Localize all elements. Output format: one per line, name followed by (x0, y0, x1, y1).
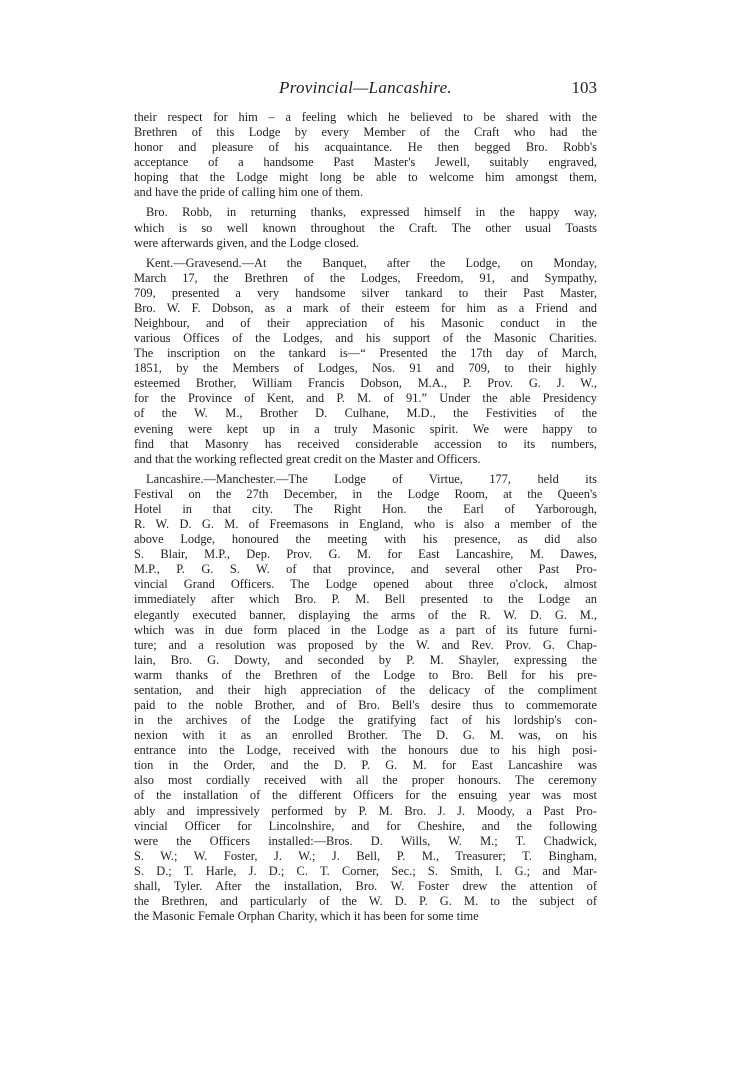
text-line: ture; and a resolution was proposed by the W. and Rev. Prov. G. Chap- (134, 637, 597, 652)
text-line: above Lodge, honoured the meeting with his presence, as did also (134, 532, 597, 547)
text-line: The inscription on the tankard is—“ Presented the 17th day of March, (134, 346, 597, 361)
text-line: 709, presented a very handsome silver tankard to their Past Master, (134, 285, 597, 300)
text-line: Hotel in that city. The Right Hon. the Earl of Yarborough, (134, 501, 597, 516)
text-line: find that Masonry has received considerable accession to its numbers, (134, 436, 597, 451)
paragraph (134, 205, 597, 250)
text-line: lain, Bro. G. Dowty, and seconded by P. M. Shayler, expressing the (134, 652, 597, 667)
text-line: for the Province of Kent, and P. M. of 91.” Under the able Presidency (134, 391, 597, 406)
text-line: vincial Grand Officers. The Lodge opened about three o'clock, almost (134, 577, 597, 592)
text-line: also most cordially received with all the proper honours. The ceremony (134, 773, 597, 788)
paragraph (134, 110, 597, 200)
page-header (134, 78, 597, 104)
text-line: nexion with it as an enrolled Brother. The D. G. M. was, on his (134, 728, 597, 743)
text-line: of the installation of the different Officers for the ensuing year was most (134, 788, 597, 803)
text-line: evening were kept up in a truly Masonic spirit. We were happy to (134, 421, 597, 436)
text-line: and have the pride of calling him one of them. (134, 185, 364, 200)
text-line: in the archives of the Lodge the gratifying fact of his lordship's con- (134, 713, 597, 728)
running-title: Provincial—Lancashire. (279, 78, 452, 97)
text-line: which is so well known throughout the Craft. The other usual Toasts (134, 220, 597, 235)
text-line: which was in due form placed in the Lodge as a part of its future furni- (134, 622, 597, 637)
text-line: paid to the noble Brother, and of Bro. Bell's desire thus to commemorate (134, 697, 597, 712)
text-line: the Masonic Female Orphan Charity, which it has been for some time (134, 909, 479, 924)
text-line: immediately after which Bro. P. M. Bell presented to the Lodge an (134, 592, 597, 607)
text-line: were the Officers installed:—Bros. D. Wills, W. M.; T. Chadwick, (134, 833, 597, 848)
text-line: Kent.—Gravesend.—At the Banquet, after the Lodge, on Monday, (146, 255, 597, 270)
text-line: March 17, the Brethren of the Lodges, Freedom, 91, and Sympathy, (134, 270, 597, 285)
text-line: vincial Officer for Lincolnshire, and for Cheshire, and the following (134, 818, 597, 833)
text-line: hoping that the Lodge might long be able to welcome him amongst them, (134, 170, 597, 185)
paragraph (134, 472, 597, 924)
text-line: esteemed Brother, William Francis Dobson, M.A., P. Prov. G. J. W., (134, 376, 597, 391)
text-line: honor and pleasure of his acquaintance. He then begged Bro. Robb's (134, 140, 597, 155)
text-line: S. Blair, M.P., Dep. Prov. G. M. for East Lancashire, M. Dawes, (134, 547, 597, 562)
paragraph (134, 256, 597, 467)
text-line: acceptance of a handsome Past Master's Jewell, suitably engraved, (134, 155, 597, 170)
text-line: their respect for him – a feeling which he believed to be shared with the (134, 110, 597, 124)
text-line: and that the working reflected great credit on the Master and Officers. (134, 451, 481, 466)
text-line: Lancashire.—Manchester.—The Lodge of Virtue, 177, held its (146, 471, 597, 486)
text-line: the Brethren, and particularly of the W. D. P. G. M. to the subject of (134, 893, 597, 908)
text-line: R. W. D. G. M. of Freemasons in England, who is also a member of the (134, 517, 597, 532)
text-line: Festival on the 27th December, in the Lodge Room, at the Queen's (134, 486, 597, 501)
text-line: various Offices of the Lodges, and his support of the Masonic Charities. (134, 331, 597, 346)
text-line: Brethren of this Lodge by every Member of the Craft who had the (134, 125, 597, 140)
text-line: Bro. Robb, in returning thanks, expressed himself in the happy way, (146, 205, 597, 220)
text-line: elegantly executed banner, displaying the arms of the R. W. D. G. M., (134, 607, 597, 622)
page-number: 103 (571, 78, 597, 97)
text-line: Neighbour, and of their appreciation of his Masonic conduct in the (134, 316, 597, 331)
text-line: 1851, by the Members of Lodges, Nos. 91 and 709, to their highly (134, 361, 597, 376)
text-line: sentation, and their high appreciation of the delicacy of the compliment (134, 682, 597, 697)
body-text (134, 110, 597, 924)
text-line: entrance into the Lodge, received with the honours due to his high posi- (134, 743, 597, 758)
text-line: were afterwards given, and the Lodge closed. (134, 235, 360, 250)
text-line: shall, Tyler. After the installation, Bro. W. Foster drew the attention of (134, 878, 597, 893)
text-line: of the W. M., Brother D. Culhane, M.D., the Festivities of the (134, 406, 597, 421)
text-line: M.P., P. G. S. W. of that province, and several other Past Pro- (134, 562, 597, 577)
text-line: Bro. W. F. Dobson, as a mark of their esteem for him as a Friend and (134, 300, 597, 315)
text-line: S. D.; T. Harle, J. D.; C. T. Corner, Sec.; S. Smith, I. G.; and Mar- (134, 863, 597, 878)
text-line: ably and impressively performed by P. M. Bro. J. J. Moody, a Past Pro- (134, 803, 597, 818)
text-line: warm thanks of the Brethren of the Lodge to Bro. Bell for his pre- (134, 667, 597, 682)
text-line: S. W.; W. Foster, J. W.; J. Bell, P. M., Treasurer; T. Bingham, (134, 848, 597, 863)
text-line: tion in the Order, and the D. P. G. M. for East Lancashire was (134, 758, 597, 773)
